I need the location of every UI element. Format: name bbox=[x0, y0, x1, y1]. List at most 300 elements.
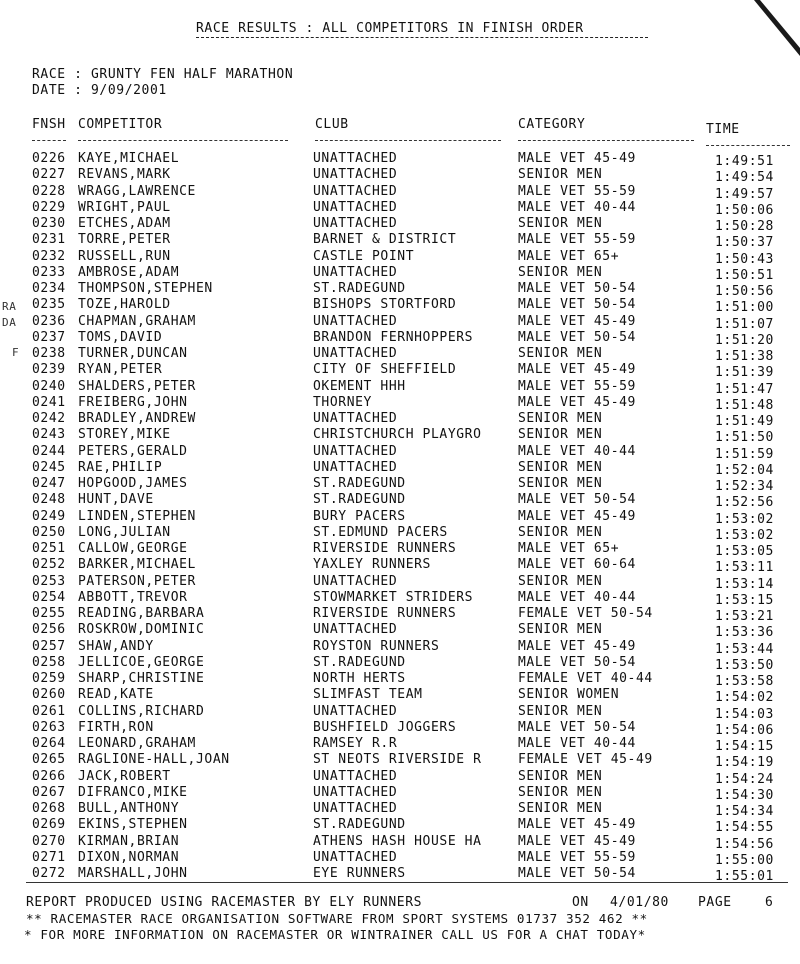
category: FEMALE VET 40-44 bbox=[518, 671, 653, 686]
table-row bbox=[0, 509, 800, 525]
competitor-name: DIFRANCO,MIKE bbox=[78, 784, 188, 800]
finish-position: 0226 bbox=[32, 151, 66, 166]
finish-time: 1:53:15 bbox=[715, 592, 774, 608]
table-row bbox=[0, 606, 800, 622]
finish-position: 0268 bbox=[32, 801, 66, 816]
competitor-name: BRADLEY,ANDREW bbox=[78, 411, 196, 426]
finish-time: 1:51:38 bbox=[715, 349, 774, 364]
category: SENIOR MEN bbox=[518, 167, 603, 183]
competitor-name: LEONARD,GRAHAM bbox=[78, 736, 196, 751]
finish-time: 1:54:19 bbox=[715, 755, 774, 771]
competitor-name: JELLICOE,GEORGE bbox=[78, 654, 205, 670]
competitor-name: ETCHES,ADAM bbox=[78, 216, 171, 231]
club-name: UNATTACHED bbox=[313, 622, 398, 638]
category: MALE VET 50-54 bbox=[518, 654, 636, 670]
header-rule-fnsh bbox=[32, 140, 66, 141]
finish-time: 1:53:21 bbox=[715, 609, 774, 624]
competitor-name: TOZE,HAROLD bbox=[78, 297, 171, 313]
category: MALE VET 45-49 bbox=[518, 151, 636, 166]
category: SENIOR MEN bbox=[518, 801, 603, 816]
competitor-name: PETERS,GERALD bbox=[78, 443, 188, 459]
finish-time: 1:53:50 bbox=[715, 657, 774, 673]
club-name: BARNET & DISTRICT bbox=[313, 232, 457, 248]
finish-position: 0250 bbox=[32, 524, 66, 540]
col-header-time: TIME bbox=[706, 122, 740, 137]
finish-time: 1:53:02 bbox=[715, 511, 774, 527]
club-name: UNATTACHED bbox=[313, 784, 398, 800]
header-rule-club bbox=[315, 140, 501, 141]
category: MALE VET 50-54 bbox=[518, 329, 636, 345]
category: MALE VET 50-54 bbox=[518, 719, 636, 735]
finish-position: 0271 bbox=[32, 849, 66, 865]
table-row bbox=[0, 752, 800, 771]
finish-time: 1:53:36 bbox=[715, 625, 774, 641]
category: SENIOR MEN bbox=[518, 264, 603, 280]
category: MALE VET 45-49 bbox=[518, 833, 636, 849]
col-header-club: CLUB bbox=[315, 117, 349, 132]
table-row bbox=[0, 379, 800, 395]
club-name: OKEMENT HHH bbox=[313, 378, 406, 394]
footer-page-label: PAGE bbox=[698, 895, 732, 910]
finish-position: 0259 bbox=[32, 671, 66, 686]
table-row bbox=[0, 281, 800, 297]
club-name: ST.RADEGUND bbox=[313, 817, 406, 833]
race-line bbox=[32, 67, 293, 82]
table-row bbox=[0, 427, 800, 446]
finish-position: 0236 bbox=[32, 313, 66, 329]
finish-position: 0272 bbox=[32, 866, 66, 881]
finish-position: 0253 bbox=[32, 573, 66, 589]
finish-position: 0261 bbox=[32, 703, 66, 719]
finish-position: 0242 bbox=[32, 411, 66, 426]
competitor-name: KAYE,MICHAEL bbox=[78, 151, 180, 166]
table-row bbox=[0, 622, 800, 641]
category: MALE VET 55-59 bbox=[518, 232, 636, 248]
category: SENIOR MEN bbox=[518, 784, 603, 800]
club-name: SLIMFAST TEAM bbox=[313, 687, 423, 703]
col-header-competitor: COMPETITOR bbox=[78, 117, 163, 132]
club-name: BUSHFIELD JOGGERS bbox=[313, 719, 457, 735]
club-name: UNATTACHED bbox=[313, 573, 398, 589]
report-title: RACE RESULTS : ALL COMPETITORS IN FINISH ORDER bbox=[196, 21, 584, 36]
finish-time: 1:50:43 bbox=[715, 251, 774, 267]
club-name: UNATTACHED bbox=[313, 768, 398, 784]
competitor-name: HUNT,DAVE bbox=[78, 492, 154, 508]
finish-position: 0258 bbox=[32, 654, 66, 670]
finish-time: 1:51:49 bbox=[715, 414, 774, 429]
finish-position: 0243 bbox=[32, 427, 66, 443]
finish-position: 0229 bbox=[32, 199, 66, 215]
finish-time: 1:51:39 bbox=[715, 365, 774, 381]
margin-mark: RA bbox=[2, 300, 17, 313]
table-row bbox=[0, 411, 800, 427]
finish-position: 0252 bbox=[32, 557, 66, 573]
finish-time: 1:54:24 bbox=[715, 771, 774, 787]
finish-position: 0245 bbox=[32, 459, 66, 475]
competitor-name: BULL,ANTHONY bbox=[78, 801, 180, 816]
club-name: ST.RADEGUND bbox=[313, 281, 406, 296]
category: SENIOR WOMEN bbox=[518, 687, 620, 703]
club-name: ST.RADEGUND bbox=[313, 476, 406, 491]
finish-position: 0240 bbox=[32, 378, 66, 394]
table-row bbox=[0, 492, 800, 511]
competitor-name: BARKER,MICHAEL bbox=[78, 557, 196, 573]
footer-report-text: REPORT PRODUCED USING RACEMASTER BY ELY RUNNERS bbox=[26, 895, 423, 910]
finish-position: 0254 bbox=[32, 589, 66, 605]
table-row bbox=[0, 866, 800, 882]
category: MALE VET 45-49 bbox=[518, 362, 636, 378]
competitor-name: SHAW,ANDY bbox=[78, 638, 154, 654]
club-name: ST.RADEGUND bbox=[313, 492, 406, 508]
club-name: CITY OF SHEFFIELD bbox=[313, 362, 457, 378]
finish-position: 0241 bbox=[32, 394, 66, 410]
finish-time: 1:51:00 bbox=[715, 300, 774, 316]
table-row bbox=[0, 476, 800, 492]
finish-time: 1:52:56 bbox=[715, 495, 774, 511]
finish-time: 1:53:05 bbox=[715, 544, 774, 559]
footer-software-line: ** RACEMASTER RACE ORGANISATION SOFTWARE FROM SPORT SYSTEMS 01737 352 462 ** bbox=[26, 911, 648, 926]
table-row bbox=[0, 817, 800, 836]
table-row bbox=[0, 704, 800, 720]
scan-edge-artifact bbox=[720, 0, 800, 60]
table-row bbox=[0, 574, 800, 590]
table-row bbox=[0, 541, 800, 557]
table-row bbox=[0, 687, 800, 706]
table-row bbox=[0, 200, 800, 216]
finish-time: 1:49:57 bbox=[715, 186, 774, 202]
competitor-name: TOMS,DAVID bbox=[78, 329, 163, 345]
table-row bbox=[0, 769, 800, 785]
category: MALE VET 45-49 bbox=[518, 638, 636, 654]
finish-time: 1:54:56 bbox=[715, 836, 774, 852]
category: MALE VET 50-54 bbox=[518, 492, 636, 508]
table-row bbox=[0, 801, 800, 817]
finish-time: 1:55:01 bbox=[715, 869, 774, 884]
category: MALE VET 65+ bbox=[518, 248, 620, 264]
club-name: ATHENS HASH HOUSE HA bbox=[313, 833, 482, 849]
finish-time: 1:55:00 bbox=[715, 852, 774, 868]
footer-report-line bbox=[26, 895, 422, 910]
category: SENIOR MEN bbox=[518, 427, 603, 443]
competitor-name: COLLINS,RICHARD bbox=[78, 703, 205, 719]
competitor-name: HOPGOOD,JAMES bbox=[78, 476, 188, 491]
finish-time: 1:51:50 bbox=[715, 430, 774, 446]
finish-position: 0227 bbox=[32, 167, 66, 183]
club-name: THORNEY bbox=[313, 394, 372, 410]
finish-time: 1:54:15 bbox=[715, 739, 774, 754]
table-row bbox=[0, 850, 800, 866]
table-row bbox=[0, 346, 800, 362]
finish-time: 1:51:07 bbox=[715, 316, 774, 332]
club-name: ROYSTON RUNNERS bbox=[313, 638, 440, 654]
category: SENIOR MEN bbox=[518, 346, 603, 361]
category: SENIOR MEN bbox=[518, 411, 603, 426]
finish-time: 1:53:58 bbox=[715, 674, 774, 689]
category: MALE VET 50-54 bbox=[518, 281, 636, 296]
table-row bbox=[0, 444, 800, 460]
category: MALE VET 45-49 bbox=[518, 394, 636, 410]
finish-position: 0251 bbox=[32, 541, 66, 556]
category: SENIOR MEN bbox=[518, 459, 603, 475]
finish-time: 1:53:02 bbox=[715, 527, 774, 543]
table-row bbox=[0, 265, 800, 281]
club-name: RIVERSIDE RUNNERS bbox=[313, 541, 457, 556]
competitor-name: WRAGG,LAWRENCE bbox=[78, 183, 196, 199]
club-name: UNATTACHED bbox=[313, 801, 398, 816]
finish-position: 0256 bbox=[32, 622, 66, 638]
table-row bbox=[0, 216, 800, 232]
category: SENIOR MEN bbox=[518, 573, 603, 589]
header-rule-time bbox=[706, 145, 790, 146]
competitor-name: CHAPMAN,GRAHAM bbox=[78, 313, 196, 329]
table-row bbox=[0, 314, 800, 330]
category: SENIOR MEN bbox=[518, 476, 603, 491]
club-name: NORTH HERTS bbox=[313, 671, 406, 686]
footer-date: 4/01/80 bbox=[610, 895, 669, 910]
category: MALE VET 40-44 bbox=[518, 199, 636, 215]
competitor-name: RUSSELL,RUN bbox=[78, 248, 171, 264]
category: MALE VET 50-54 bbox=[518, 297, 636, 313]
finish-time: 1:52:04 bbox=[715, 462, 774, 478]
category: SENIOR MEN bbox=[518, 703, 603, 719]
table-row bbox=[0, 557, 800, 576]
category: SENIOR MEN bbox=[518, 622, 603, 638]
category: MALE VET 55-59 bbox=[518, 183, 636, 199]
table-row bbox=[0, 167, 800, 186]
club-name: UNATTACHED bbox=[313, 167, 398, 183]
competitor-name: REVANS,MARK bbox=[78, 167, 171, 183]
footer-rule bbox=[26, 882, 788, 883]
competitor-name: LONG,JULIAN bbox=[78, 524, 171, 540]
club-name: UNATTACHED bbox=[313, 199, 398, 215]
club-name: UNATTACHED bbox=[313, 849, 398, 865]
finish-position: 0270 bbox=[32, 833, 66, 849]
finish-position: 0235 bbox=[32, 297, 66, 313]
margin-mark: F bbox=[12, 346, 20, 359]
finish-position: 0263 bbox=[32, 719, 66, 735]
club-name: UNATTACHED bbox=[313, 183, 398, 199]
finish-time: 1:50:06 bbox=[715, 202, 774, 218]
competitor-name: STOREY,MIKE bbox=[78, 427, 171, 443]
competitor-name: ROSKROW,DOMINIC bbox=[78, 622, 205, 638]
table-row bbox=[0, 590, 800, 606]
margin-mark: DA bbox=[2, 316, 17, 329]
club-name: ST.EDMUND PACERS bbox=[313, 524, 448, 540]
competitor-name: AMBROSE,ADAM bbox=[78, 264, 180, 280]
table-row bbox=[0, 834, 800, 850]
club-name: RIVERSIDE RUNNERS bbox=[313, 606, 457, 621]
finish-position: 0257 bbox=[32, 638, 66, 654]
finish-position: 0248 bbox=[32, 492, 66, 508]
finish-time: 1:49:51 bbox=[715, 154, 774, 169]
category: MALE VET 45-49 bbox=[518, 313, 636, 329]
competitor-name: TORRE,PETER bbox=[78, 232, 171, 248]
club-name: UNATTACHED bbox=[313, 703, 398, 719]
category: SENIOR MEN bbox=[518, 216, 603, 231]
category: FEMALE VET 50-54 bbox=[518, 606, 653, 621]
club-name: UNATTACHED bbox=[313, 151, 398, 166]
table-row bbox=[0, 330, 800, 346]
category: MALE VET 55-59 bbox=[518, 378, 636, 394]
category: MALE VET 40-44 bbox=[518, 589, 636, 605]
finish-time: 1:49:54 bbox=[715, 170, 774, 186]
competitor-name: THOMPSON,STEPHEN bbox=[78, 281, 213, 296]
finish-position: 0238 bbox=[32, 346, 66, 361]
club-name: BURY PACERS bbox=[313, 508, 406, 524]
finish-time: 1:53:11 bbox=[715, 560, 774, 576]
finish-time: 1:54:34 bbox=[715, 804, 774, 819]
finish-position: 0267 bbox=[32, 784, 66, 800]
finish-time: 1:52:34 bbox=[715, 479, 774, 494]
competitor-name: KIRMAN,BRIAN bbox=[78, 833, 180, 849]
finish-position: 0231 bbox=[32, 232, 66, 248]
category: MALE VET 55-59 bbox=[518, 849, 636, 865]
table-row bbox=[0, 151, 800, 167]
finish-position: 0239 bbox=[32, 362, 66, 378]
footer-on: ON bbox=[572, 895, 589, 910]
col-header-category: CATEGORY bbox=[518, 117, 586, 132]
table-row bbox=[0, 639, 800, 655]
competitor-name: RYAN,PETER bbox=[78, 362, 163, 378]
table-row bbox=[0, 362, 800, 381]
competitor-name: EKINS,STEPHEN bbox=[78, 817, 188, 833]
finish-position: 0247 bbox=[32, 476, 66, 491]
header-rule-category bbox=[518, 140, 694, 141]
table-row bbox=[0, 460, 800, 476]
finish-time: 1:53:14 bbox=[715, 576, 774, 592]
competitor-name: CALLOW,GEORGE bbox=[78, 541, 188, 556]
club-name: ST.RADEGUND bbox=[313, 654, 406, 670]
table-row bbox=[0, 249, 800, 265]
competitor-name: READ,KATE bbox=[78, 687, 154, 703]
finish-time: 1:51:59 bbox=[715, 446, 774, 462]
category: MALE VET 40-44 bbox=[518, 443, 636, 459]
table-row bbox=[0, 720, 800, 736]
category: MALE VET 45-49 bbox=[518, 508, 636, 524]
race-name: GRUNTY FEN HALF MARATHON bbox=[91, 67, 294, 82]
competitor-name: LINDEN,STEPHEN bbox=[78, 508, 196, 524]
finish-position: 0249 bbox=[32, 508, 66, 524]
club-name: UNATTACHED bbox=[313, 313, 398, 329]
race-label: RACE : bbox=[32, 67, 91, 82]
finish-time: 1:54:55 bbox=[715, 820, 774, 836]
finish-position: 0269 bbox=[32, 817, 66, 833]
table-row bbox=[0, 655, 800, 671]
finish-position: 0244 bbox=[32, 443, 66, 459]
finish-time: 1:54:02 bbox=[715, 690, 774, 706]
competitor-name: TURNER,DUNCAN bbox=[78, 346, 188, 361]
finish-time: 1:51:20 bbox=[715, 332, 774, 348]
club-name: BRANDON FERNHOPPERS bbox=[313, 329, 474, 345]
table-row bbox=[0, 736, 800, 752]
competitor-name: SHALDERS,PETER bbox=[78, 378, 196, 394]
finish-time: 1:50:56 bbox=[715, 284, 774, 299]
date-value: 9/09/2001 bbox=[91, 83, 167, 98]
finish-position: 0233 bbox=[32, 264, 66, 280]
finish-time: 1:50:51 bbox=[715, 267, 774, 283]
category: MALE VET 40-44 bbox=[518, 736, 636, 751]
finish-time: 1:54:03 bbox=[715, 706, 774, 722]
finish-time: 1:51:47 bbox=[715, 381, 774, 397]
finish-time: 1:50:28 bbox=[715, 219, 774, 234]
finish-time: 1:54:30 bbox=[715, 787, 774, 803]
competitor-name: PATERSON,PETER bbox=[78, 573, 196, 589]
col-header-fnsh: FNSH bbox=[32, 117, 66, 132]
club-name: UNATTACHED bbox=[313, 459, 398, 475]
table-row bbox=[0, 785, 800, 801]
competitor-name: RAE,PHILIP bbox=[78, 459, 163, 475]
club-name: UNATTACHED bbox=[313, 346, 398, 361]
competitor-name: DIXON,NORMAN bbox=[78, 849, 180, 865]
finish-position: 0255 bbox=[32, 606, 66, 621]
table-row bbox=[0, 395, 800, 411]
finish-time: 1:51:48 bbox=[715, 397, 774, 413]
finish-position: 0234 bbox=[32, 281, 66, 296]
club-name: UNATTACHED bbox=[313, 264, 398, 280]
club-name: RAMSEY R.R bbox=[313, 736, 398, 751]
club-name: EYE RUNNERS bbox=[313, 866, 406, 881]
finish-time: 1:53:44 bbox=[715, 641, 774, 657]
club-name: UNATTACHED bbox=[313, 216, 398, 231]
finish-time: 1:54:06 bbox=[715, 722, 774, 738]
club-name: UNATTACHED bbox=[313, 411, 398, 426]
table-row bbox=[0, 525, 800, 541]
finish-position: 0228 bbox=[32, 183, 66, 199]
table-row bbox=[0, 671, 800, 687]
finish-position: 0266 bbox=[32, 768, 66, 784]
category: MALE VET 60-64 bbox=[518, 557, 636, 573]
competitor-name: WRIGHT,PAUL bbox=[78, 199, 171, 215]
category: MALE VET 50-54 bbox=[518, 866, 636, 881]
competitor-name: SHARP,CHRISTINE bbox=[78, 671, 205, 686]
finish-position: 0264 bbox=[32, 736, 66, 751]
club-name: BISHOPS STORTFORD bbox=[313, 297, 457, 313]
finish-position: 0230 bbox=[32, 216, 66, 231]
finish-position: 0260 bbox=[32, 687, 66, 703]
table-row bbox=[0, 297, 800, 316]
competitor-name: READING,BARBARA bbox=[78, 606, 205, 621]
footer-info-line: * FOR MORE INFORMATION ON RACEMASTER OR WINTRAINER CALL US FOR A CHAT TODAY* bbox=[24, 927, 646, 942]
table-row bbox=[0, 232, 800, 251]
finish-position: 0237 bbox=[32, 329, 66, 345]
competitor-name: FIRTH,RON bbox=[78, 719, 154, 735]
club-name: UNATTACHED bbox=[313, 443, 398, 459]
footer-page-number: 6 bbox=[765, 895, 774, 910]
competitor-name: FREIBERG,JOHN bbox=[78, 394, 188, 410]
club-name: STOWMARKET STRIDERS bbox=[313, 589, 474, 605]
club-name: CASTLE POINT bbox=[313, 248, 415, 264]
category: MALE VET 65+ bbox=[518, 541, 620, 556]
club-name: ST NEOTS RIVERSIDE R bbox=[313, 752, 482, 768]
competitor-name: JACK,ROBERT bbox=[78, 768, 171, 784]
date-label: DATE : bbox=[32, 83, 91, 98]
club-name: CHRISTCHURCH PLAYGRO bbox=[313, 427, 482, 443]
competitor-name: MARSHALL,JOHN bbox=[78, 866, 188, 881]
club-name: YAXLEY RUNNERS bbox=[313, 557, 431, 573]
header-rule-competitor bbox=[78, 140, 288, 141]
title-underline bbox=[196, 37, 648, 38]
category: SENIOR MEN bbox=[518, 524, 603, 540]
finish-position: 0265 bbox=[32, 752, 66, 768]
category: SENIOR MEN bbox=[518, 768, 603, 784]
category: FEMALE VET 45-49 bbox=[518, 752, 653, 768]
finish-position: 0232 bbox=[32, 248, 66, 264]
date-line bbox=[32, 83, 167, 98]
finish-time: 1:50:37 bbox=[715, 235, 774, 251]
category: MALE VET 45-49 bbox=[518, 817, 636, 833]
table-row bbox=[0, 184, 800, 200]
competitor-name: ABBOTT,TREVOR bbox=[78, 589, 188, 605]
